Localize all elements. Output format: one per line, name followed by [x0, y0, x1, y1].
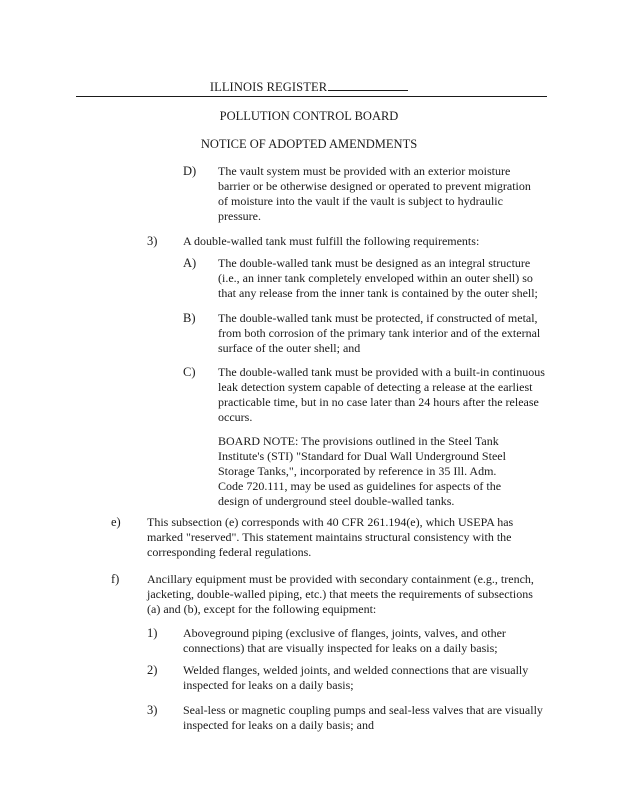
- item-f2-text: Welded flanges, welded joints, and welded connections that are visually inspected for leaks on a daily basis;: [183, 663, 529, 692]
- item-e-label: e): [111, 515, 121, 529]
- item-3c-label: C): [183, 365, 196, 379]
- register-blank-line: [328, 80, 408, 91]
- item-3c-text: The double-walled tank must be provided with a built-in continuous leak detection system capable of detecting a release at the earliest practicable time, but in no case later than 24 hours after the release occurs.: [218, 365, 545, 424]
- item-f1-text: Aboveground piping (exclusive of flanges, joints, valves, and other connections) that are visually inspected for leaks on a daily basis;: [183, 626, 506, 655]
- item-3-text: A double-walled tank must fulfill the following requirements:: [183, 234, 480, 248]
- item-3b-text: The double-walled tank must be protected, if constructed of metal, from both corrosion of the primary tank interior and of the external surface of the outer shell; and: [218, 311, 541, 355]
- item-d-label: D): [183, 164, 197, 178]
- item-f-label: f): [111, 572, 120, 586]
- item-f3-text: Seal-less or magnetic coupling pumps and seal-less valves that are visually inspected for leaks on a daily basis; and: [183, 703, 543, 732]
- item-3-label: 3): [147, 234, 158, 248]
- board-note: BOARD NOTE: The provisions outlined in the Steel Tank Institute's (STI) "Standard for Dual Wall Underground Steel Storage Tanks,", incorporated by reference in 35 Ill. Adm. Code 720.111, may be used as guidelines for aspects of the design of underground steel double-walled tanks.: [218, 434, 506, 508]
- item-3a-text: The double-walled tank must be designed as an integral structure (i.e., an inner tank completely enveloped within an outer shell) so that any release from the inner tank is contained by the outer shell;: [218, 256, 538, 300]
- item-d-text: The vault system must be provided with an exterior moisture barrier or be otherwise designed or operated to prevent migration of moisture into the vault if the vault is subject to hydraulic pressure.: [218, 164, 531, 223]
- item-f3-label: 3): [147, 703, 158, 717]
- register-header: [0, 80, 618, 95]
- register-title: ILLINOIS REGISTER: [209, 80, 328, 94]
- item-f1-label: 1): [147, 626, 158, 640]
- item-f-text: Ancillary equipment must be provided with secondary containment (e.g., trench, jacketing, double-walled piping, etc.) that meets the requirements of subsections (a) and (b), except for the following equipment:: [147, 572, 534, 616]
- item-3a-label: A): [183, 256, 197, 270]
- item-3b-label: B): [183, 311, 196, 325]
- header-rule: [76, 96, 547, 97]
- notice-title: NOTICE OF ADOPTED AMENDMENTS: [200, 137, 418, 151]
- item-f2-label: 2): [147, 663, 158, 677]
- board-name: POLLUTION CONTROL BOARD: [219, 109, 399, 123]
- item-e-text: This subsection (e) corresponds with 40 CFR 261.194(e), which USEPA has marked "reserved". This statement maintains structural consistency with the corresponding federal regulations.: [147, 515, 514, 559]
